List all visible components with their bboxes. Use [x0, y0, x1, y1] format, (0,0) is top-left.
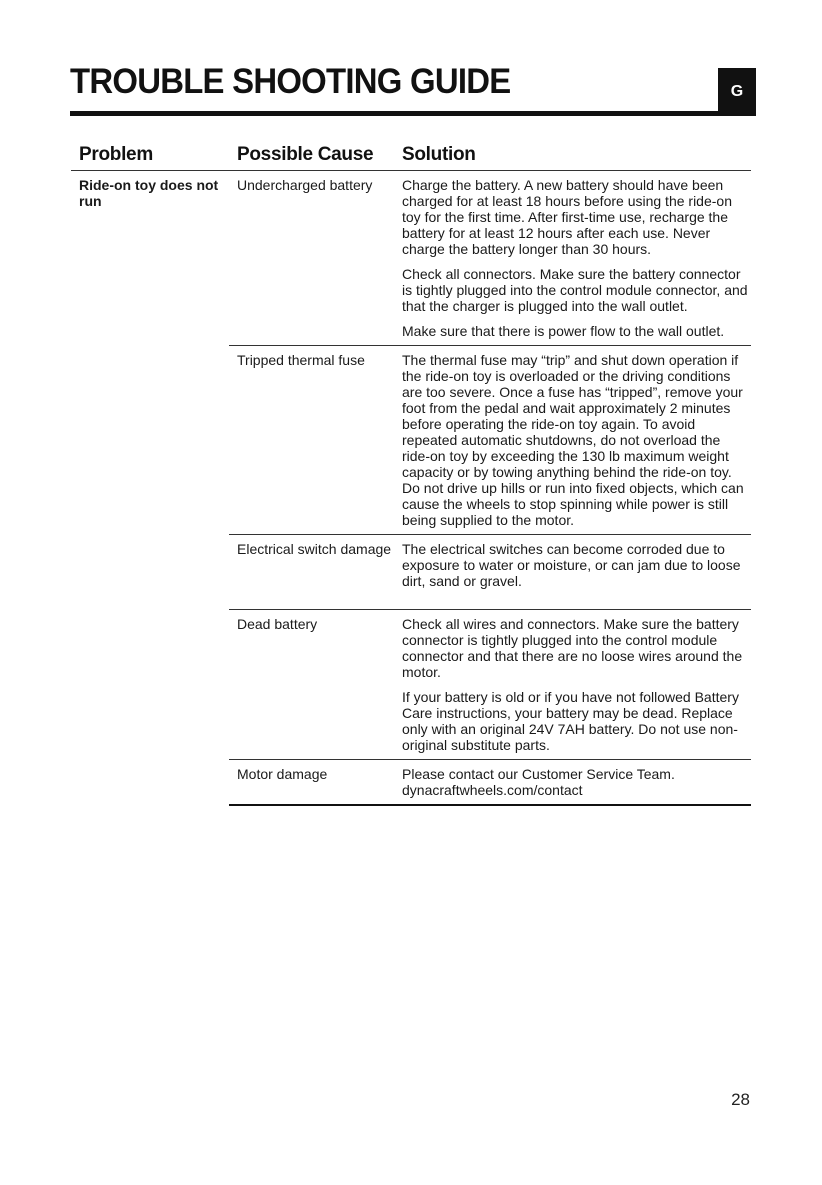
- cause-cell: Dead battery: [229, 610, 394, 687]
- title-rule: [70, 111, 756, 116]
- section-tab: G: [718, 68, 756, 116]
- header-problem: Problem: [71, 140, 229, 171]
- solution-cell: Please contact our Customer Service Team. dynacraftwheels.com/contact: [394, 760, 751, 806]
- cause-cell: Electrical switch damage: [229, 535, 394, 610]
- table-row: [71, 171, 751, 264]
- solution-cell: Check all connectors. Make sure the battery connector is tightly plugged into the control module connector, and that the charger is plugged into the wall outlet.: [402, 266, 748, 314]
- cause-cell: Tripped thermal fuse: [229, 346, 394, 535]
- solution-cell: If your battery is old or if you have not followed Battery Care instructions, your battery may be dead. Replace only with an original 24V 7AH battery. Do not use non-original substitute parts.: [402, 689, 739, 753]
- solution-cell: Charge the battery. A new battery should have been charged for at least 18 hours before using the ride-on toy for the first time. After first-time use, recharge the battery for at least 12 hours after each use. Never charge the battery longer than 30 hours.: [402, 177, 732, 257]
- solution-cell: Check all wires and connectors. Make sure the battery connector is tightly plugged into the control module connector and that there are no loose wires around the motor.: [394, 610, 751, 687]
- problem-cell: Ride-on toy does not run: [79, 177, 219, 209]
- solution-cell: The electrical switches can become corroded due to exposure to water or moisture, or can jam due to loose dirt, sand or gravel.: [394, 535, 751, 610]
- solution-cell: The thermal fuse may “trip” and shut down operation if the ride-on toy is overloaded or the driving conditions are too severe. Once a fuse has “tripped”, remove your foot from the pedal and wait approximately 2 minutes before operating the ride-on toy again. To avoid repeated automatic shutdowns, do not overload the ride-on toy by exceeding the 130 lb maximum weight capacity or by towing anything behind the ride-on toy. Do not drive up hills or run into fixed objects, which can cause the wheels to stop spinning while power is still being supplied to the motor.: [394, 346, 751, 535]
- cause-cell: [229, 686, 394, 760]
- table-header-row: [71, 140, 751, 171]
- troubleshooting-table: [71, 140, 751, 806]
- solution-cell: Make sure that there is power flow to the wall outlet.: [402, 323, 725, 339]
- cause-cell: Motor damage: [229, 760, 394, 806]
- cause-cell: Undercharged battery: [237, 177, 373, 193]
- page-title: TROUBLE SHOOTING GUIDE: [70, 62, 511, 101]
- cause-cell: [229, 263, 394, 320]
- cause-cell: [229, 320, 394, 346]
- header-solution: Solution: [394, 140, 751, 171]
- header-possible-cause: Possible Cause: [229, 140, 394, 171]
- page-number: 28: [731, 1090, 750, 1109]
